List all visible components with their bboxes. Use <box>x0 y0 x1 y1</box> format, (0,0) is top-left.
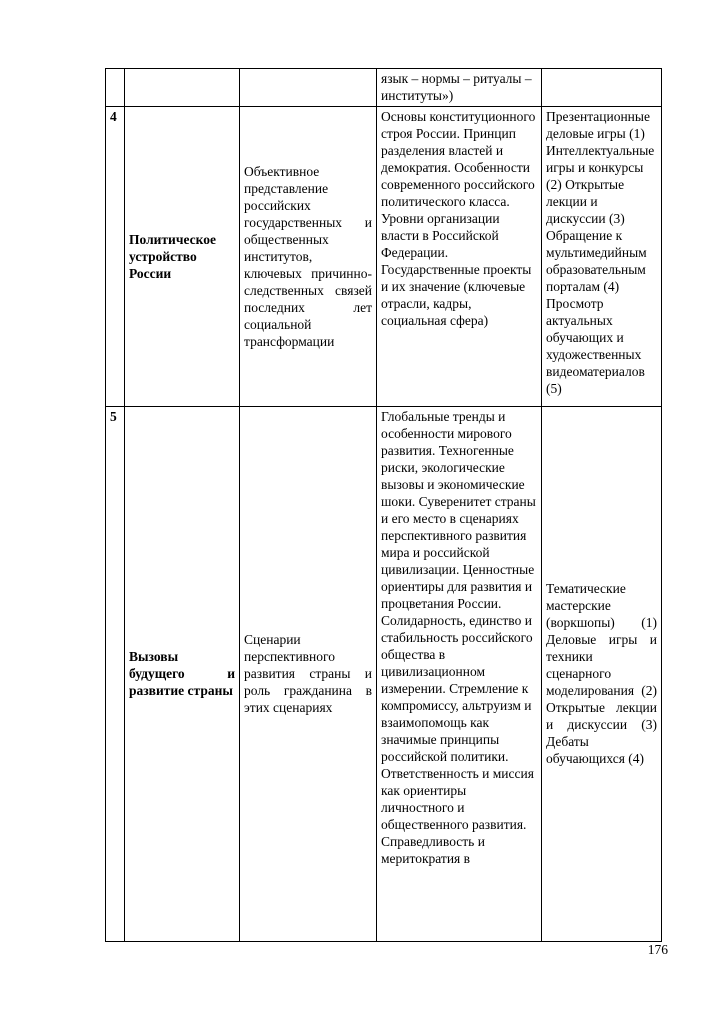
row-number-cell: 4 <box>106 107 125 407</box>
description-cell: Объективное представление российских государственных и общественных институтов, ключевых причинно-следственных связей последних лет социальной трансформации <box>240 107 377 407</box>
content-cell: язык – нормы – ритуалы – институты») <box>377 69 542 107</box>
table-row-continuation <box>106 69 662 107</box>
description-cell <box>240 69 377 107</box>
content-cell: Основы конституционного строя России. Принцип разделения властей и демократия. Особенности современного российского политического класса. Уровни организации власти в Российской Федерации. Государственные проекты и их значение (ключевые отрасли, кадры, социальная сфера) <box>377 107 542 407</box>
row-number-cell: 5 <box>106 407 125 942</box>
topic-cell <box>125 69 240 107</box>
formats-cell: Тематические мастерские (воркшопы) (1) Деловые игры и техники сценарного моделирования (2) Открытые лекции и дискуссии (3) Дебаты обучающихся (4) <box>542 407 662 942</box>
topic-cell: Политическое устройство России <box>125 107 240 407</box>
formats-cell <box>542 69 662 107</box>
table-row <box>106 407 662 942</box>
content-cell: Глобальные тренды и особенности мирового развития. Техногенные риски, экологические вызовы и экономические шоки. Суверенитет страны и его место в сценариях перспективного развития мира и российской цивилизации. Ценностные ориентиры для развития и процветания России. Солидарность, единство и стабильность российского общества в цивилизационном измерении. Стремление к компромиссу, альтруизм и взаимопомощь как значимые принципы российской политики. Ответственность и миссия как ориентиры личностного и общественного развития. Справедливость и меритократия в <box>377 407 542 942</box>
curriculum-table <box>105 68 662 942</box>
formats-cell: Презентационные деловые игры (1) Интеллектуальные игры и конкурсы (2) Открытые лекции и дискуссии (3) Обращение к мультимедийным образовательным порталам (4) Просмотр актуальных обучающих и художественных видеоматериалов (5) <box>542 107 662 407</box>
row-number-cell <box>106 69 125 107</box>
description-cell: Сценарии перспективного развития страны и роль гражданина в этих сценариях <box>240 407 377 942</box>
page-number: 176 <box>647 942 668 957</box>
topic-cell: Вызовы будущего и развитие страны <box>125 407 240 942</box>
table-row <box>106 107 662 407</box>
